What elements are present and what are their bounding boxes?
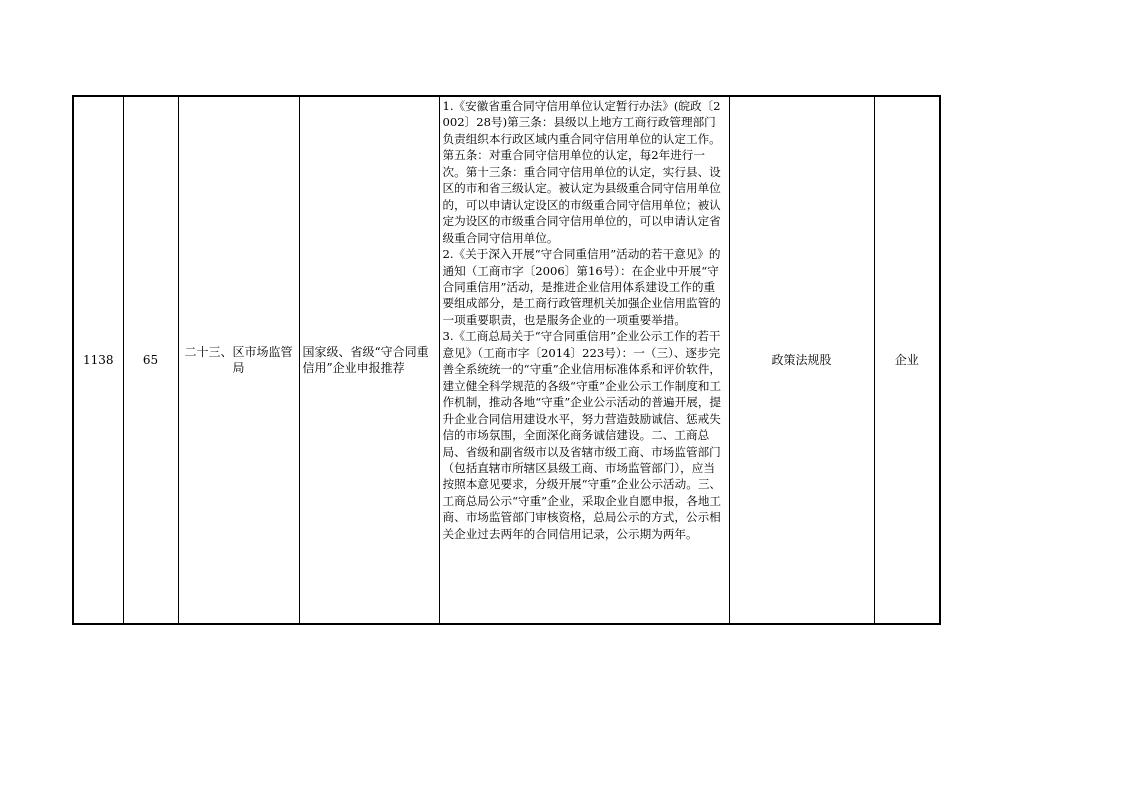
department-name: 二十三、区市场监管局 bbox=[184, 345, 293, 375]
responsible-unit: 政策法规股 bbox=[771, 353, 832, 367]
legal-basis-paragraph-3: 3.《工商总局关于“守合同重信用”企业公示工作的若干意见》（工商市字〔2014〕223号）：一（三）、逐步完善全系统统一的“守重”企业信用标准体系和评价软件，建立健全科学规范的各级“守重”企业公示工作制度和工作机制，推动各地“守重”企业公示活动的普遍开展，提升企业合同信用建设水平，努力营造鼓励诚信、惩戒失信的市场氛围，全面深化商务诚信建设。二、工商总局、省级和副省级市以及省辖市级工商、市场监管部门（包括直辖市所辖区县级工商、市场监管部门），应当按照本意见要求，分级开展“守重”企业公示活动。三、工商总局公示“守重”企业，采取企业自愿申报，各地工商、市场监管部门审核资格，总局公示的方式，公示相关企业过去两年的合同信用记录，公示期为两年。 bbox=[442, 329, 722, 541]
item-name: 国家级、省级“守合同重信用”企业申报推荐 bbox=[302, 345, 429, 375]
service-target: 企业 bbox=[894, 353, 919, 367]
legal-basis-paragraph-2: 2.《关于深入开展“守合同重信用”活动的若干意见》的通知（工商市字〔2006〕第16号）：在企业中开展“守合同重信用”活动，是推进企业信用体系建设工作的重要组成部分，是工商行政管理机关加强企业信用监管的一项重要职责，也是服务企业的一项重要举措。 bbox=[442, 247, 721, 327]
document-table bbox=[72, 95, 941, 625]
target-cell bbox=[874, 96, 940, 624]
sequence-number: 1138 bbox=[82, 353, 114, 367]
item-name-cell bbox=[299, 96, 439, 624]
responsible-unit-cell bbox=[729, 96, 874, 624]
legal-basis-cell bbox=[439, 96, 729, 624]
sequence-number-cell bbox=[73, 96, 123, 624]
department-cell bbox=[178, 96, 299, 624]
sub-number: 65 bbox=[142, 353, 159, 367]
legal-basis-paragraph-1: 1.《安徽省重合同守信用单位认定暂行办法》(皖政〔2002〕28号)第三条：县级以上地方工商行政管理部门负责组织本行政区域内重合同守信用单位的认定工作。第五条：对重合同守信用单位的认定，每2年进行一次。第十三条：重合同守信用单位的认定，实行县、设区的市和省三级认定。被认定为县级重合同守信用单位的，可以申请认定设区的市级重合同守信用单位；被认定为设区的市级重合同守信用单位的，可以申请认定省级重合同守信用单位。 bbox=[442, 99, 721, 245]
table-row bbox=[73, 96, 940, 624]
sub-number-cell bbox=[123, 96, 178, 624]
